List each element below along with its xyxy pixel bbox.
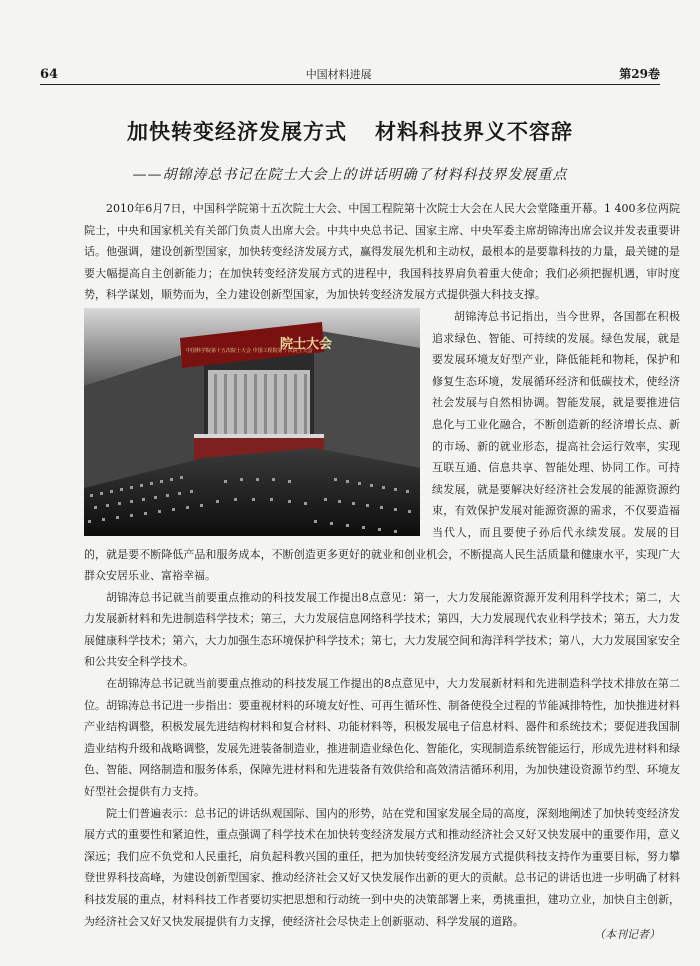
running-header (40, 62, 660, 82)
paragraph-4: 在胡锦涛总书记就当前要重点推动的科技发展工作提出的8点意见中，大力发展新材料和先进制造科学技术排放在第二位。胡锦涛总书记进一步指出：要重视材料的环境友好性、可再生循环性、制备使役全过程的节能减排特性，加快推进材料产业结构调整，积极发展先进结构材料和复合材料、功能材料等，积极发展电子信息材料、器件和系统技术；要促进我国制造业结构升级和战略调整，发展先进装备制造业，推进制造业绿色化、智能化，实现制造系统智能运行，形成先进材料和绿色、智能、网络制造和服务体系，保障先进材料和先进装备有效供给和高效清洁循环利用，为加快建设资源节约型、环境友好型社会提供有力支持。 (84, 677, 680, 799)
header-rule (40, 84, 660, 85)
banner-small-text: 中国科学院第十五次院士大会 中国工程院第十次院士大会 (186, 347, 313, 354)
title-part-1: 加快转变经济发展方式 (127, 120, 347, 144)
paragraph-2: 胡锦涛总书记指出，当今世界，各国都在积极追求绿色、智能、可持续的发展。绿色发展，就是要发展环境友好型产业，降低能耗和物耗，保护和修复生态环境，发展循环经济和低碳技术，使经济社会发展与自然相协调。智能发展，就是要推进信息化与工业化融合，不断创造新的经济增长点、新的市场、新的就业形态，提高社会运行效率，实现互联互通、信息共享、智能处理、协同工作。可持续发展，就是要解决好经济社会发展的能源资源约束，有效保护发展对能源资源的需求，不仅要造福当代人，而且要使子孙后代永续发展。发展的目的，就是要不断降低产品和服务成本，不断创造更多更好的就业和创业机会，不断提高人民生活质量和健康水平，实现广大群众安居乐业、富裕幸福。 (84, 309, 680, 583)
article-subtitle: ——胡锦涛总书记在院士大会上的讲话明确了材料科技界发展重点 (132, 167, 568, 183)
title-part-2: 材料科技界义不容辞 (375, 120, 573, 144)
journal-name: 中国材料进展 (305, 68, 372, 81)
page-number: 64 (40, 67, 59, 82)
paragraph-3: 胡锦涛总书记就当前要重点推动的科技发展工作提出8点意见：第一，大力发展能源资源开发利用科学技术；第二，大力发展新材料和先进制造科学技术；第三，大力发展信息网络科学技术；第四，大力发展现代农业科学技术；第五，大力发展健康科学技术；第六，大力加强生态环境保护科学技术；第七，大力发展空间和海洋科学技术；第八，大力发展国家安全和公共安全科学技术。 (84, 590, 680, 669)
article-title (40, 116, 660, 146)
article-body (84, 198, 680, 932)
paragraph-1: 2010年6月7日，中国科学院第十五次院士大会、中国工程院第十次院士大会在人民大会堂隆重开幕。1 400多位两院院士，中央和国家机关有关部门负责人出席大会。中共中央总书记、国家主席、中央军委主席胡锦涛出席会议并发表重要讲话。他强调，建设创新型国家，加快转变经济发展方式，赢得发展先机和主动权，最根本的是要靠科技的力量，最关键的是要大幅提高自主创新能力；在加快转变经济发展方式的进程中，我国科技界肩负着重大使命；我们必须把握机遇，审时度势，科学谋划，顺势而为，全力建设创新型国家，为加快转变经济发展方式提供强大科技支撑。 (84, 202, 680, 302)
assembly-hall-photo (84, 308, 420, 536)
paragraph-5: 院士们普遍表示：总书记的讲话纵观国际、国内的形势，站在党和国家发展全局的高度，深刻地阐述了加快转变经济发展方式的重要性和紧迫性，重点强调了科学技术在加快转变经济发展方式和推动经济社会又好又快发展中的重要作用，意义深远；我们应不负党和人民重托，肩负起科教兴国的重任，把为加快转变经济发展方式提供科技支持作为重要目标，努力攀登世界科技高峰，为建设创新型国家、推动经济社会又好又快发展作出新的更大的贡献。总书记的讲话也进一步明确了材料科技发展的重点，材料科技工作者要切实把思想和行动统一到中央的决策部署上来，勇挑重担，建功立业，加快自主创新，为经济社会又好又快发展提供有力支撑，使经济社会尽快走上创新驱动、科学发展的道路。 (84, 806, 680, 928)
volume-label: 第29卷 (619, 67, 660, 81)
author-signature: （本刊记者） (594, 928, 660, 941)
banner-text: 院士大会 (280, 336, 333, 352)
